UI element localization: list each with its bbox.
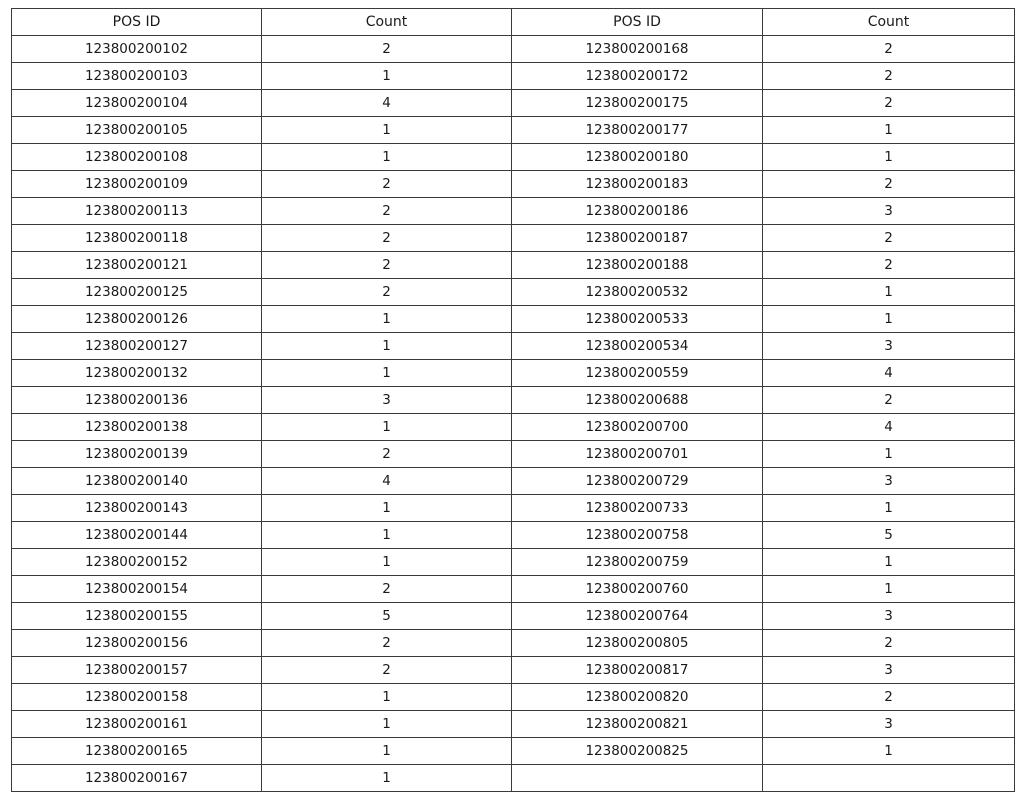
cell-count: 2 [763, 252, 1015, 279]
cell-pos-id: 123800200105 [12, 117, 262, 144]
cell-count: 4 [262, 90, 512, 117]
cell-pos-id: 123800200118 [12, 225, 262, 252]
cell-pos-id: 123800200126 [12, 306, 262, 333]
cell-pos-id: 123800200152 [12, 549, 262, 576]
cell-pos-id: 123800200764 [512, 603, 763, 630]
table-row [12, 549, 1015, 576]
table-row [12, 333, 1015, 360]
cell-pos-id: 123800200161 [12, 711, 262, 738]
header-count-left: Count [262, 9, 512, 36]
cell-count: 2 [763, 36, 1015, 63]
cell-pos-id: 123800200136 [12, 387, 262, 414]
cell-count: 3 [763, 711, 1015, 738]
table-header-row [12, 9, 1015, 36]
cell-count: 2 [262, 225, 512, 252]
cell-count [763, 765, 1015, 792]
cell-pos-id [512, 765, 763, 792]
table-row [12, 279, 1015, 306]
cell-count: 2 [763, 90, 1015, 117]
table-row [12, 441, 1015, 468]
cell-pos-id: 123800200155 [12, 603, 262, 630]
cell-count: 1 [262, 495, 512, 522]
table-row [12, 603, 1015, 630]
cell-count: 2 [763, 225, 1015, 252]
table-row [12, 90, 1015, 117]
cell-count: 4 [262, 468, 512, 495]
cell-pos-id: 123800200132 [12, 360, 262, 387]
cell-count: 1 [262, 117, 512, 144]
cell-count: 1 [262, 684, 512, 711]
cell-pos-id: 123800200759 [512, 549, 763, 576]
cell-pos-id: 123800200143 [12, 495, 262, 522]
cell-pos-id: 123800200700 [512, 414, 763, 441]
cell-pos-id: 123800200157 [12, 657, 262, 684]
cell-count: 1 [763, 144, 1015, 171]
table-row [12, 765, 1015, 792]
cell-count: 3 [763, 198, 1015, 225]
table-row [12, 117, 1015, 144]
cell-pos-id: 123800200156 [12, 630, 262, 657]
cell-pos-id: 123800200108 [12, 144, 262, 171]
cell-pos-id: 123800200139 [12, 441, 262, 468]
table-row [12, 576, 1015, 603]
cell-count: 2 [262, 630, 512, 657]
cell-pos-id: 123800200180 [512, 144, 763, 171]
cell-pos-id: 123800200532 [512, 279, 763, 306]
cell-count: 3 [262, 387, 512, 414]
table-row [12, 36, 1015, 63]
cell-count: 1 [763, 279, 1015, 306]
cell-pos-id: 123800200186 [512, 198, 763, 225]
cell-count: 2 [763, 171, 1015, 198]
cell-pos-id: 123800200138 [12, 414, 262, 441]
table-row [12, 387, 1015, 414]
cell-count: 3 [763, 603, 1015, 630]
cell-pos-id: 123800200103 [12, 63, 262, 90]
cell-pos-id: 123800200534 [512, 333, 763, 360]
cell-count: 1 [763, 495, 1015, 522]
cell-count: 1 [262, 711, 512, 738]
table-row [12, 630, 1015, 657]
cell-count: 5 [763, 522, 1015, 549]
cell-pos-id: 123800200109 [12, 171, 262, 198]
header-count-right: Count [763, 9, 1015, 36]
cell-pos-id: 123800200821 [512, 711, 763, 738]
cell-pos-id: 123800200172 [512, 63, 763, 90]
cell-count: 5 [262, 603, 512, 630]
cell-count: 1 [262, 360, 512, 387]
cell-count: 1 [763, 441, 1015, 468]
table-row [12, 171, 1015, 198]
cell-count: 1 [262, 522, 512, 549]
cell-count: 1 [262, 765, 512, 792]
cell-pos-id: 123800200127 [12, 333, 262, 360]
cell-pos-id: 123800200817 [512, 657, 763, 684]
table-row [12, 657, 1015, 684]
cell-count: 1 [763, 306, 1015, 333]
cell-count: 4 [763, 414, 1015, 441]
table-row [12, 63, 1015, 90]
cell-pos-id: 123800200154 [12, 576, 262, 603]
table-row [12, 414, 1015, 441]
table-row [12, 225, 1015, 252]
cell-pos-id: 123800200701 [512, 441, 763, 468]
cell-pos-id: 123800200175 [512, 90, 763, 117]
cell-count: 1 [262, 414, 512, 441]
cell-pos-id: 123800200140 [12, 468, 262, 495]
cell-count: 2 [262, 198, 512, 225]
cell-count: 1 [763, 549, 1015, 576]
cell-pos-id: 123800200729 [512, 468, 763, 495]
cell-count: 1 [262, 63, 512, 90]
cell-pos-id: 123800200167 [12, 765, 262, 792]
cell-pos-id: 123800200168 [512, 36, 763, 63]
cell-pos-id: 123800200805 [512, 630, 763, 657]
cell-pos-id: 123800200165 [12, 738, 262, 765]
cell-pos-id: 123800200188 [512, 252, 763, 279]
table-row [12, 495, 1015, 522]
cell-count: 2 [262, 171, 512, 198]
table-row [12, 306, 1015, 333]
cell-count: 1 [763, 117, 1015, 144]
cell-pos-id: 123800200758 [512, 522, 763, 549]
cell-count: 2 [262, 36, 512, 63]
cell-pos-id: 123800200825 [512, 738, 763, 765]
cell-count: 1 [262, 144, 512, 171]
cell-count: 2 [262, 657, 512, 684]
cell-pos-id: 123800200158 [12, 684, 262, 711]
cell-pos-id: 123800200102 [12, 36, 262, 63]
cell-pos-id: 123800200125 [12, 279, 262, 306]
table-row [12, 468, 1015, 495]
cell-pos-id: 123800200533 [512, 306, 763, 333]
table-body [12, 36, 1015, 792]
table-row [12, 252, 1015, 279]
pos-count-table [11, 8, 1015, 792]
cell-pos-id: 123800200733 [512, 495, 763, 522]
cell-count: 1 [262, 549, 512, 576]
cell-count: 2 [763, 684, 1015, 711]
table-row [12, 360, 1015, 387]
table-row [12, 144, 1015, 171]
cell-pos-id: 123800200144 [12, 522, 262, 549]
table-row [12, 711, 1015, 738]
cell-count: 2 [763, 63, 1015, 90]
table-row [12, 684, 1015, 711]
cell-pos-id: 123800200760 [512, 576, 763, 603]
cell-count: 3 [763, 657, 1015, 684]
header-pos-id-left: POS ID [12, 9, 262, 36]
header-pos-id-right: POS ID [512, 9, 763, 36]
cell-pos-id: 123800200104 [12, 90, 262, 117]
cell-count: 3 [763, 468, 1015, 495]
cell-count: 2 [763, 630, 1015, 657]
cell-count: 2 [262, 279, 512, 306]
cell-pos-id: 123800200177 [512, 117, 763, 144]
cell-pos-id: 123800200820 [512, 684, 763, 711]
cell-count: 2 [262, 576, 512, 603]
cell-count: 1 [262, 333, 512, 360]
table-row [12, 198, 1015, 225]
cell-pos-id: 123800200559 [512, 360, 763, 387]
cell-pos-id: 123800200187 [512, 225, 763, 252]
cell-count: 4 [763, 360, 1015, 387]
cell-pos-id: 123800200688 [512, 387, 763, 414]
cell-count: 2 [262, 441, 512, 468]
cell-pos-id: 123800200183 [512, 171, 763, 198]
cell-pos-id: 123800200121 [12, 252, 262, 279]
cell-count: 1 [262, 306, 512, 333]
cell-count: 1 [262, 738, 512, 765]
cell-count: 3 [763, 333, 1015, 360]
cell-pos-id: 123800200113 [12, 198, 262, 225]
table-row [12, 738, 1015, 765]
table-row [12, 522, 1015, 549]
cell-count: 1 [763, 738, 1015, 765]
cell-count: 2 [262, 252, 512, 279]
cell-count: 2 [763, 387, 1015, 414]
cell-count: 1 [763, 576, 1015, 603]
